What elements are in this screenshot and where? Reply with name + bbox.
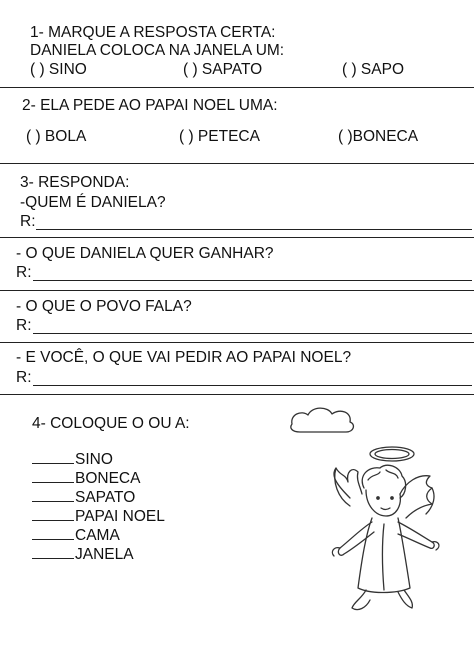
fill-word: SINO [75,451,113,468]
fill-word: SAPATO [75,489,136,506]
q4-title: 4- COLOQUE O OU A: [32,415,190,432]
angel-illustration-icon [286,402,450,638]
q2-option-peteca[interactable]: ( ) PETECA [179,128,260,145]
fill-word-item[interactable] [32,527,120,545]
fill-word-item[interactable] [32,508,165,526]
q2-option-boneca[interactable]: ( )BONECA [338,128,419,145]
answer-label: R: [20,213,36,230]
answer-line-3[interactable] [33,333,472,334]
fill-word: BONECA [75,470,141,487]
divider [0,290,474,291]
answer-label: R: [16,264,32,281]
q3-title: 3- RESPONDA: [20,174,130,191]
fill-word: JANELA [75,546,134,563]
fill-word-item[interactable] [32,470,140,488]
divider [0,342,474,343]
answer-line-4[interactable] [33,385,472,386]
fill-word-item[interactable] [32,489,135,507]
answer-line-1[interactable] [36,229,472,230]
q1-option-sapato[interactable]: ( ) SAPATO [183,61,263,78]
q2-title: 2- ELA PEDE AO PAPAI NOEL UMA: [22,97,278,114]
fill-word-item[interactable] [32,451,113,469]
fill-word: PAPAI NOEL [75,508,165,525]
q3-question-2: - O QUE DANIELA QUER GANHAR? [16,245,274,262]
q1-option-sapo[interactable]: ( ) SAPO [342,61,405,78]
divider [0,237,474,238]
divider [0,87,474,88]
q1-prompt: DANIELA COLOCA NA JANELA UM: [30,42,285,59]
q3-question-3: - O QUE O POVO FALA? [16,298,192,315]
q3-question-1: -QUEM É DANIELA? [20,194,166,211]
divider [0,163,474,164]
divider [0,394,474,395]
q3-question-4: - E VOCÊ, O QUE VAI PEDIR AO PAPAI NOEL? [16,349,352,366]
answer-label: R: [16,317,32,334]
q1-option-sino[interactable]: ( ) SINO [30,61,87,78]
answer-label: R: [16,369,32,386]
fill-word-item[interactable] [32,546,134,564]
q1-title: 1- MARQUE A RESPOSTA CERTA: [30,24,276,41]
q2-option-bola[interactable]: ( ) BOLA [26,128,87,145]
fill-word: CAMA [75,527,120,544]
answer-line-2[interactable] [33,280,472,281]
